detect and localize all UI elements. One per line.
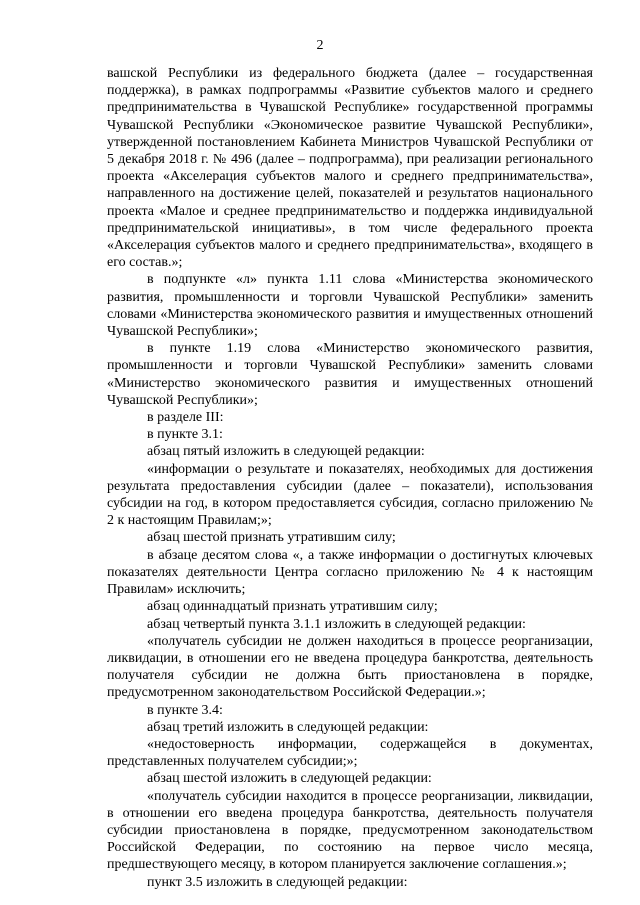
paragraph: абзац пятый изложить в следующей редакции: <box>147 444 425 460</box>
paragraph: в пункте 3.4: <box>147 702 223 718</box>
paragraph: абзац третий изложить в следующей редакции: <box>147 719 429 735</box>
paragraph: «получатель субсидии находится в процессе реорганизации, ликвидации, в отношении его введена процедура банкротства, деятельность получателя субсидии приостановлена в порядке, предусмотренном законодательством Российской Федерации, по состоянию на первое число месяца, предшествующего месяцу, в котором планируется заключение соглашения.»; <box>107 788 593 873</box>
paragraph: в подпункте «л» пункта 1.11 слова «Министерства экономического развития, промышленности и торговли Чувашской Республики» заменить словами «Министерства экономического развития и имущественных отношений Чувашской Республики»; <box>107 272 593 340</box>
paragraph: в абзаце десятом слова «, а также информации о достигнутых ключевых показателях деятельности Центра согласно приложению № 4 к настоящим Правилам» исключить; <box>107 547 593 598</box>
paragraph: в пункте 3.1: <box>147 427 223 443</box>
paragraph: абзац четвертый пункта 3.1.1 изложить в следующей редакции: <box>147 616 526 632</box>
paragraph: абзац одиннадцатый признать утратившим силу; <box>147 599 438 615</box>
paragraph: «недостоверность информации, содержащейся в документах, представленных получателем субсидии;»; <box>107 736 593 770</box>
paragraph: абзац шестой признать утратившим силу; <box>147 530 396 546</box>
paragraph: вашской Республики из федерального бюджета (далее – государственная поддержка), в рамках подпрограммы «Развитие субъектов малого и среднего предпринимательства в Чувашской Республике» государственной программы Чувашской Республики «Экономическое развитие Чувашской Республики», утвержденной постановлением Кабинета Министров Чувашской Республики от 5 декабря 2018 г. № 496 (далее – подпрограмма), при реализации регионального проекта «Акселерация субъектов малого и среднего предпринимательства», направленного на достижение целей, показателей и результатов национального проекта «Малое и среднее предпринимательство и поддержка индивидуальной предпринимательской инициативы», в том числе федерального проекта «Акселерация субъектов малого и среднего предпринимательства», входящего в его состав.»; <box>107 66 593 271</box>
paragraph: пункт 3.5 изложить в следующей редакции: <box>147 874 408 890</box>
paragraph: «информации о результате и показателях, необходимых для достижения результата предоставления субсидии (далее – показатели), использования субсидии на год, в котором предоставляется субсидия, согласно приложению № 2 к настоящим Правилам;»; <box>107 461 593 529</box>
paragraph: в пункте 1.19 слова «Министерство экономического развития, промышленности и торговли Чувашской Республики» заменить словами «Министерство экономического развития и имущественных отношений Чувашской Республики»; <box>107 341 593 408</box>
paragraph: «получатель субсидии не должен находиться в процессе реорганизации, ликвидации, в отношении его не введена процедура банкротства, деятельность получателя субсидии не должна быть приостановлена в порядке, предусмотренном законодательством Российской Федерации.»; <box>107 633 593 701</box>
paragraph: абзац шестой изложить в следующей редакции: <box>147 771 432 787</box>
document-body <box>107 65 593 891</box>
paragraph: в разделе III: <box>147 410 224 426</box>
page-number: 2 <box>316 38 324 53</box>
